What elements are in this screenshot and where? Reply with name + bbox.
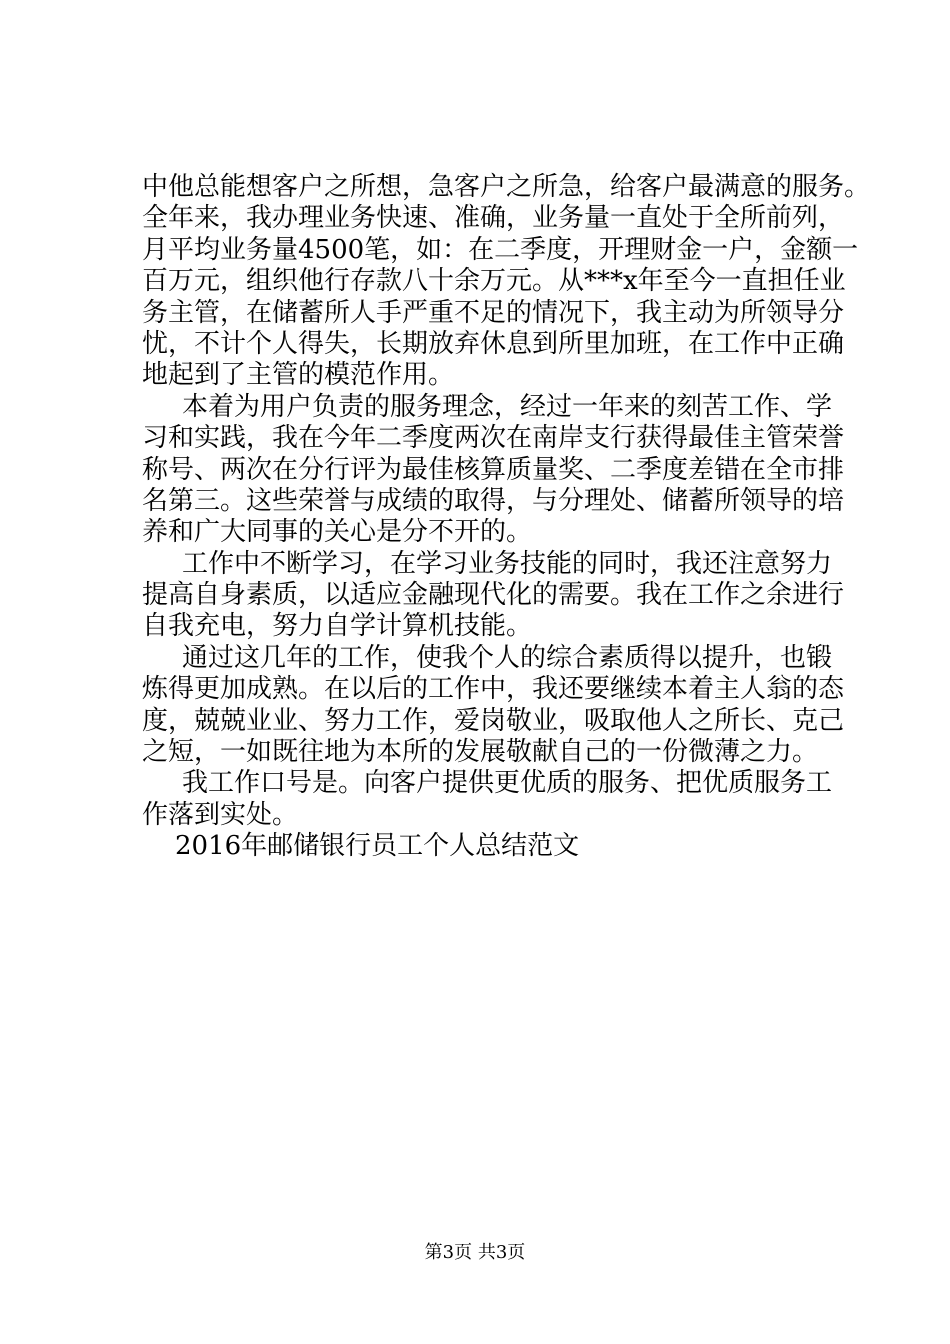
text-line: 全年来，我办理业务快速、准确，业务量一直处于全所前列， [142,203,845,234]
text-line: 养和广大同事的关心是分不开的。 [142,517,533,548]
text-line: 名第三。这些荣誉与成绩的取得，与分理处、储蓄所领导的培 [142,485,845,516]
text-line: 务主管，在储蓄所人手严重不足的情况下，我主动为所领导分 [142,297,845,328]
text-line: 作落到实处。 [142,799,299,830]
text-line: 度，兢兢业业、努力工作，爱岗敬业，吸取他人之所长、克己 [142,705,845,736]
text-line: 称号、两次在分行评为最佳核算质量奖、二季度差错在全市排 [142,454,845,485]
text-line: 提高自身素质，以适应金融现代化的需要。我在工作之余进行 [142,580,845,611]
paragraph-first-line: 我工作口号是。向客户提供更优质的服务、把优质服务工 [182,768,833,799]
text-line: 地起到了主管的模范作用。 [142,360,455,391]
text-line: 中他总能想客户之所想，急客户之所急，给客户最满意的服务。 [142,172,871,202]
paragraph-first-line: 通过这几年的工作，使我个人的综合素质得以提升，也锻 [182,642,833,673]
page-number-footer: 第3页 共3页 [424,1242,526,1263]
document-title-line: 2016年邮储银行员工个人总结范文 [175,831,580,862]
text-line: 习和实践，我在今年二季度两次在南岸支行获得最佳主管荣誉 [142,423,845,454]
paragraph-first-line: 本着为用户负责的服务理念，经过一年来的刻苦工作、学 [182,391,833,422]
text-line: 百万元，组织他行存款八十余万元。从***x年至今一直担任业 [142,266,846,297]
text-line: 自我充电，努力自学计算机技能。 [142,611,533,642]
paragraph-first-line: 工作中不断学习，在学习业务技能的同时，我还注意努力 [182,548,833,579]
text-line: 月平均业务量4500笔，如：在二季度，开理财金一户，金额一 [142,234,859,265]
text-line: 忧，不计个人得失，长期放弃休息到所里加班，在工作中正确 [142,328,845,359]
text-line: 炼得更加成熟。在以后的工作中，我还要继续本着主人翁的态 [142,674,845,705]
document-body [142,172,871,863]
text-line: 之短，一如既往地为本所的发展敬献自己的一份微薄之力。 [142,737,819,768]
